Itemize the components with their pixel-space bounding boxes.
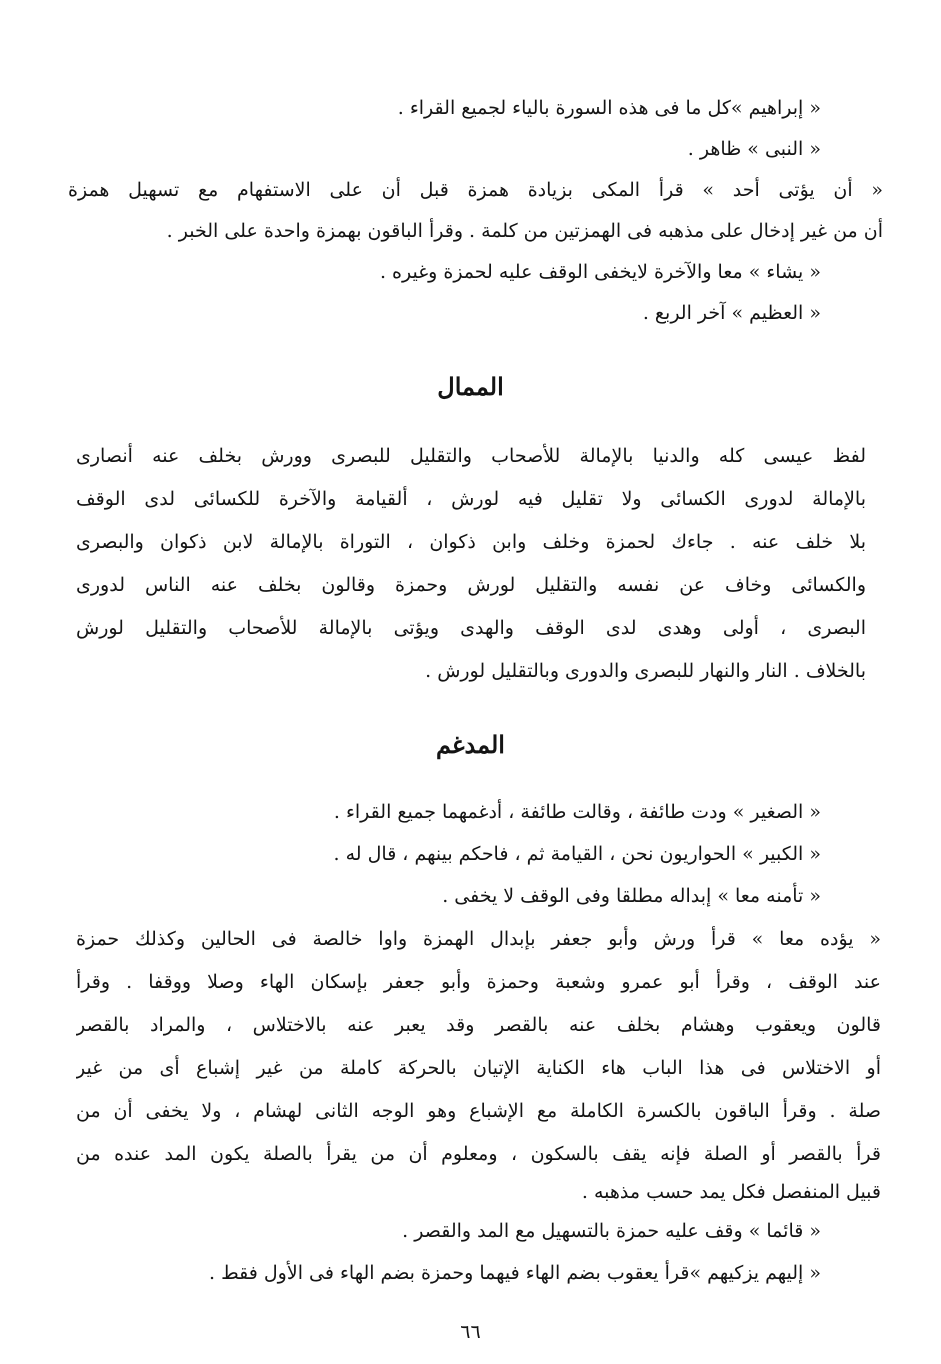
text-line: « قائما » وقف عليه حمزة بالتسهيل مع المد والقصر . [402,1220,821,1242]
text-line: والكسائى وخاف عن نفسه والتقليل لورش وحمزة وقالون بخلف عنه الناس لدورى [76,574,866,596]
text-line: « تأمنه معا » إبداله مطلقا وفى الوقف لا يخفى . [442,885,821,907]
text-line: لفظ عيسى كله والدنيا بالإمالة للأصحاب والتقليل للبصرى وورش بخلف عنه أنصارى [76,445,866,467]
text-line: « يشاء » معا والآخرة لايخفى الوقف عليه لحمزة وغيره . [379,261,821,283]
text-line: البصرى ، أولى وهدى لدى الوقف والهدى ويؤتى بالإمالة للأصحاب والتقليل لورش [76,617,866,639]
text-line: قبيل المنفصل فكل يمد حسب مذهبه . [581,1181,881,1203]
text-line: أو الاختلاس فى هذا الباب هاء الكناية الإتيان بالحركة كاملة من غير إشباع أى من غير [76,1057,881,1079]
text-line: قالون ويعقوب وهشام بخلف عنه بالقصر وقد يعبر عنه بالاختلاس ، والمراد بالقصر [76,1014,881,1036]
text-line: بالخلاف . النار والنهار للبصرى والدورى وبالتقليل لورش . [425,660,866,682]
text-line: قرأ بالقصر أو الصلة فإنه يقف بالسكون ، ومعلوم أن من يقرأ بالصلة يكون المد عنده من [76,1143,881,1165]
text-line: بلا خلف عنه . جاءك لحمزة وخلف وابن ذكوان ، التوراة بالإمالة لابن ذكوان والبصرى [76,531,866,553]
text-line: « إليهم يزكيهم »قرأ يعقوب بضم الهاء فيهما وحمزة بضم الهاء فى الأول فقط . [209,1262,821,1284]
text-line: « الصغير » ودت طائفة ، وقالت طائفة ، أدغمهما جميع القراء . [333,801,821,823]
text-line: بالإمالة لدورى الكسائى ولا تقليل فيه لورش ، ألقيامة والآخرة للكسائى لدى الوقف [76,488,866,510]
page-number: ٦٦ [460,1321,481,1343]
text-line: « أن يؤتى أحد » قرأ المكى بزيادة همزة قبل أن على الاستفهام مع تسهيل همزة [68,179,883,201]
text-line: عند الوقف ، وقرأ أبو عمرو وشعبة وحمزة وأبو جعفر بإسكان الهاء وصلا ووقفا . وقرأ [76,971,881,993]
text-line: أن من غير إدخال على مذهبه فى الهمزتين من كلمة . وقرأ الباقون بهمزة واحدة على الخبر . [166,220,883,242]
text-line: « يؤده معا » قرأ ورش وأبو جعفر بإبدال الهمزة واوا خالصة فى الحالين وكذلك حمزة [76,928,881,950]
text-line: « العظيم » آخر الربع . [642,302,821,324]
text-line: « النبى » ظاهر . [687,138,821,160]
section-heading-mamal: الممال [437,372,504,401]
text-line: صلة . وقرأ الباقون بالكسرة الكاملة مع الإشباع وهو الوجه الثانى لهشام ، ولا يخفى أن من [76,1100,881,1122]
text-line: « إبراهيم »كل ما فى هذه السورة بالياء لجميع القراء . [397,97,821,119]
section-heading-mudgham: المدغم [436,730,505,759]
text-line: « الكبير » الحواريون نحن ، القيامة ثم ، فاحكم بينهم ، قال له . [333,843,821,865]
